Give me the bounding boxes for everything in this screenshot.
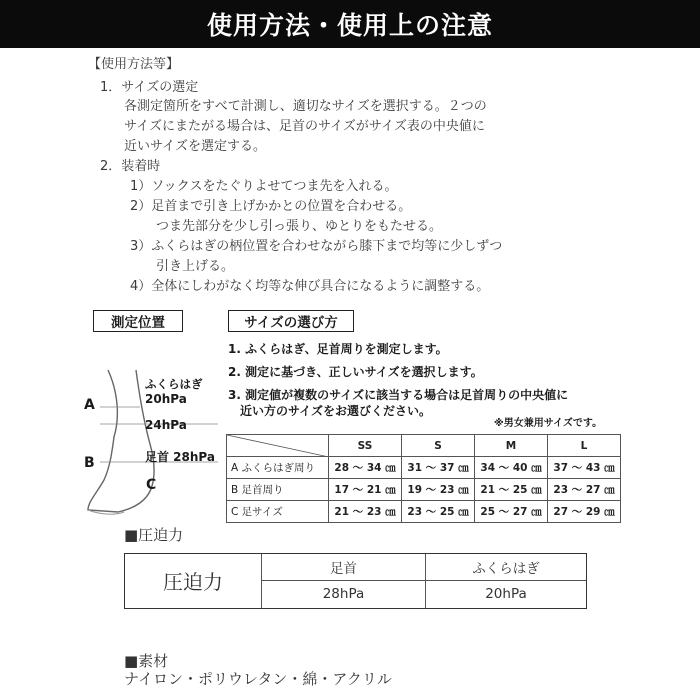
material-text: ナイロン・ポリウレタン・綿・アクリル [124,670,392,688]
measure-position-label [93,310,183,332]
pressure-val-ankle: 28hPa [322,586,365,602]
size-table-row [227,457,621,479]
size-cell: 28 〜 34 ㎝ [329,457,402,479]
measure-position-text: 測定位置 [111,315,165,331]
pressure-table [124,553,587,609]
size-cell: 21 〜 23 ㎝ [329,501,402,523]
marker-a: A [84,397,95,413]
pressure-row-label: 圧迫力 [163,570,223,594]
usage-item1-line: サイズにまたがる場合は、足首のサイズがサイズ表の中央値に [124,119,485,134]
size-cell: 34 〜 40 ㎝ [475,457,548,479]
marker-b: B [84,455,95,471]
size-cell: 23 〜 27 ㎝ [548,479,621,501]
size-cell: 19 〜 23 ㎝ [402,479,475,501]
size-cell: 37 〜 43 ㎝ [548,457,621,479]
size-cell: 25 〜 27 ㎝ [475,501,548,523]
usage-item2-line: 4）全体にしわがなく均等な伸び具合になるように調整する。 [130,279,490,294]
usage-item1-title: 1．サイズの選定 [100,80,199,95]
usage-item2-line: 2）足首まで引き上げかかとの位置を合わせる。 [130,199,412,214]
usage-heading: 【使用方法等】 [88,57,180,72]
pressure-heading: ■圧迫力 [124,526,184,544]
usage-item2-line: 3）ふくらはぎの柄位置を合わせながら膝下まで均等に少しずつ [130,239,503,254]
size-col-header: S [402,435,475,457]
usage-item2-title: 2．装着時 [100,159,161,174]
unisex-note: ※男女兼用サイズです。 [494,418,603,429]
size-cell: 17 〜 21 ㎝ [329,479,402,501]
material-heading: ■素材 [124,652,169,670]
calf-pressure: 20hPa [145,392,187,406]
size-cell: 23 〜 25 ㎝ [402,501,475,523]
size-step: 2. 測定に基づき、正しいサイズを選択します。 [228,365,483,379]
size-table-row [227,501,621,523]
size-step: 3. 測定値が複数のサイズに該当する場合は足首周りの中央値に [228,388,569,402]
usage-item2-line: 1）ソックスをたぐりよせてつま先を入れる。 [130,179,398,194]
mid-pressure: 24hPa [145,418,187,432]
page-header [0,0,700,48]
size-guide-text: サイズの選び方 [244,315,338,331]
size-table-corner [227,435,329,457]
size-step: 近い方のサイズをお選びください。 [240,404,432,418]
size-cell: 27 〜 29 ㎝ [548,501,621,523]
size-step: 1. ふくらはぎ、足首周りを測定します。 [228,342,448,356]
usage-item2-line: 引き上げる。 [156,259,235,274]
marker-c: C [146,477,157,493]
corner-diagonal [227,435,329,457]
size-guide-label [228,310,354,332]
size-table-header-row [227,435,621,457]
usage-item2-line: つま先部分を少し引っ張り、ゆとりをもたせる。 [156,219,443,234]
usage-item1-line: 近いサイズを選定する。 [124,139,266,154]
size-col-header: L [548,435,621,457]
size-row-label: C 足サイズ [227,501,329,523]
pressure-col-calf: ふくらはぎ [472,561,540,577]
size-row-label: B 足首周り [227,479,329,501]
size-row-label: A ふくらはぎ周り [227,457,329,479]
size-cell: 21 〜 25 ㎝ [475,479,548,501]
page-title: 使用方法・使用上の注意 [206,11,493,40]
calf-label: ふくらはぎ [145,377,203,391]
size-col-header: M [475,435,548,457]
size-col-header: SS [329,435,402,457]
usage-item1-line: 各測定箇所をすべて計測し、適切なサイズを選択する。２つの [124,99,487,114]
ankle-pressure: 足首 28hPa [145,450,215,464]
pressure-val-calf: 20hPa [485,586,527,602]
size-table [226,434,621,523]
size-cell: 31 〜 37 ㎝ [402,457,475,479]
size-table-row [227,479,621,501]
pressure-col-ankle: 足首 [330,561,357,577]
